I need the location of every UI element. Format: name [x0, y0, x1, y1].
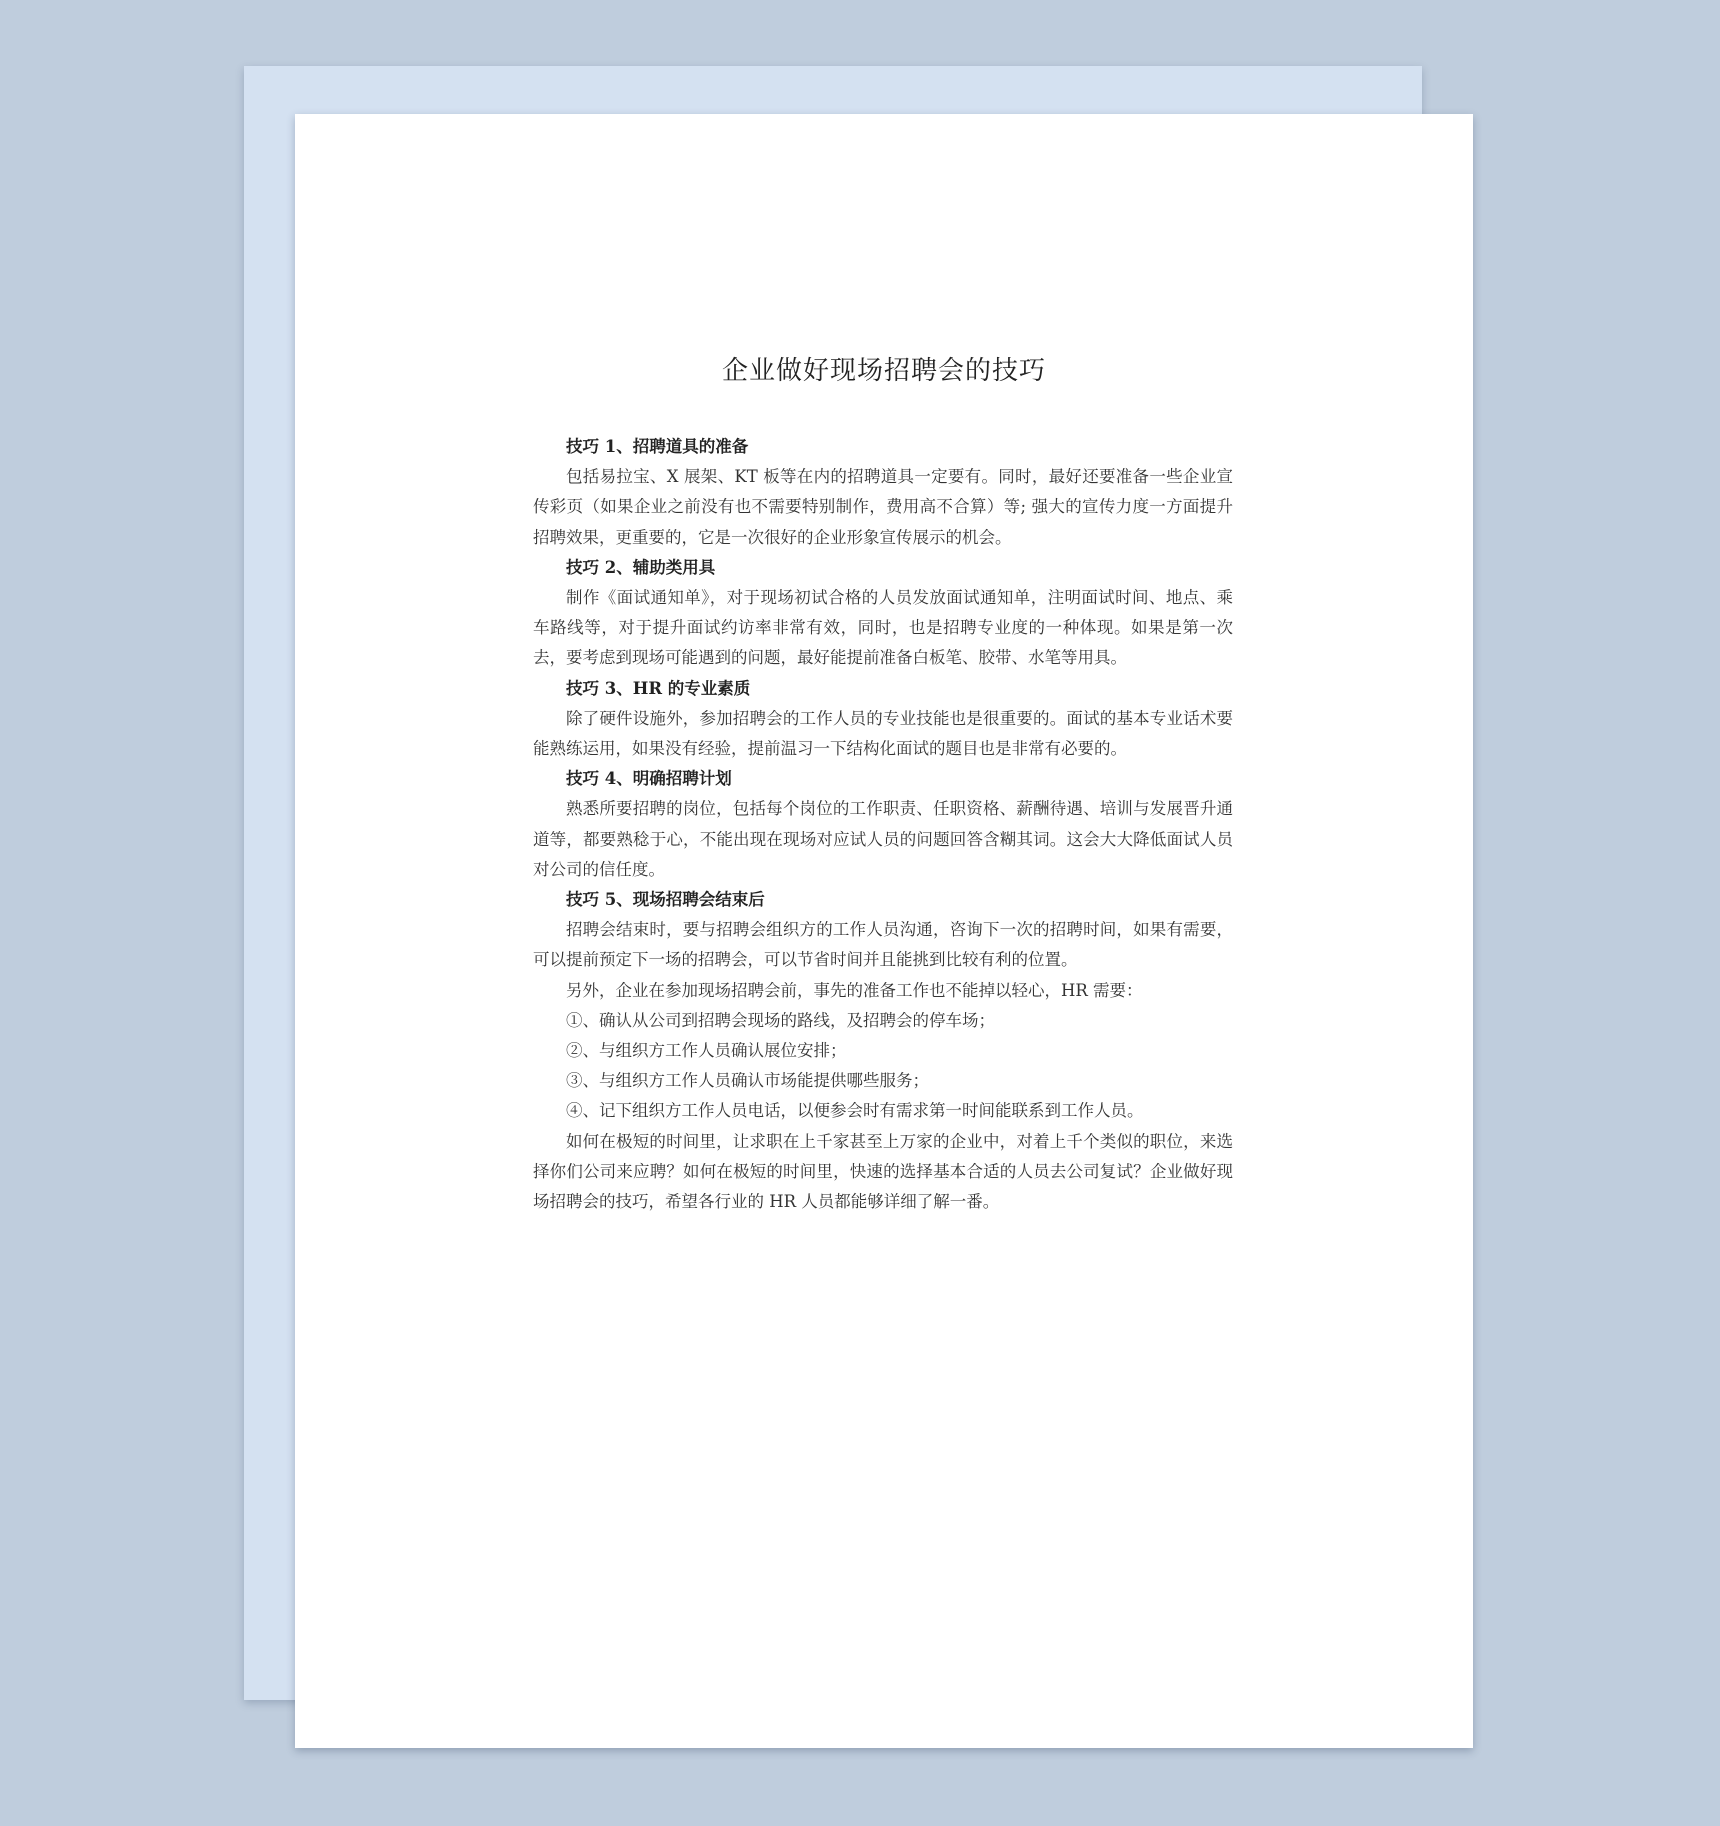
body-paragraph: 包括易拉宝、X 展架、KT 板等在内的招聘道具一定要有。同时，最好还要准备一些企业宣传彩页（如果企业之前没有也不需要特别制作，费用高不合算）等; 强大的宣传力度一方面提升招聘效果，更重要的，它是一次很好的企业形象宣传展示的机会。: [533, 467, 1233, 547]
section-heading: 技巧 1、招聘道具的准备: [566, 437, 749, 456]
body-paragraph: ④、记下组织方工作人员电话，以便参会时有需求第一时间能联系到工作人员。: [566, 1101, 1144, 1121]
body-paragraph: ③、与组织方工作人员确认市场能提供哪些服务；: [566, 1071, 929, 1091]
section-heading: 技巧 2、辅助类用具: [566, 557, 716, 577]
body-paragraph: 熟悉所要招聘的岗位，包括每个岗位的工作职责、任职资格、薪酬待遇、培训与发展晋升通道等，都要熟稔于心，不能出现在现场对应试人员的问题回答含糊其词。这会大大降低面试人员对公司的信任度。: [533, 799, 1233, 879]
section-heading: 技巧 4、明确招聘计划: [566, 769, 732, 789]
body-paragraph: 如何在极短的时间里，让求职在上千家甚至上万家的企业中，对着上千个类似的职位，来选择你们公司来应聘？如何在极短的时间里，快速的选择基本合适的人员去公司复试？企业做好现场招聘会的技巧，希望各行业的 HR 人员都能够详细了解一番。: [533, 1131, 1233, 1212]
body-paragraph: ②、与组织方工作人员确认展位安排；: [566, 1041, 847, 1061]
document-title: 企业做好现场招聘会的技巧: [721, 356, 1046, 386]
body-paragraph: 制作《面试通知单》，对于现场初试合格的人员发放面试通知单，注明面试时间、地点、乘车路线等，对于提升面试约访率非常有效，同时，也是招聘专业度的一种体现。如果是第一次去，要考虑到现场可能遇到的问题，最好能提前准备白板笔、胶带、水笔等用具。: [533, 588, 1233, 668]
body-paragraph: 除了硬件设施外，参加招聘会的工作人员的专业技能也是很重要的。面试的基本专业话术要能熟练运用，如果没有经验，提前温习一下结构化面试的题目也是非常有必要的。: [533, 708, 1233, 759]
body-paragraph: 招聘会结束时，要与招聘会组织方的工作人员沟通，咨询下一次的招聘时间，如果有需要，可以提前预定下一场的招聘会，可以节省时间并且能挑到比较有利的位置。: [533, 920, 1233, 970]
document-page: [295, 114, 1473, 1748]
body-paragraph: ①、确认从公司到招聘会现场的路线，及招聘会的停车场；: [566, 1010, 995, 1030]
section-heading: 技巧 5、现场招聘会结束后: [566, 890, 765, 910]
document-body: [533, 432, 1233, 1217]
section-heading: 技巧 3、HR 的专业素质: [566, 678, 751, 698]
body-paragraph: 另外，企业在参加现场招聘会前，事先的准备工作也不能掉以轻心，HR 需要：: [566, 980, 1143, 1000]
